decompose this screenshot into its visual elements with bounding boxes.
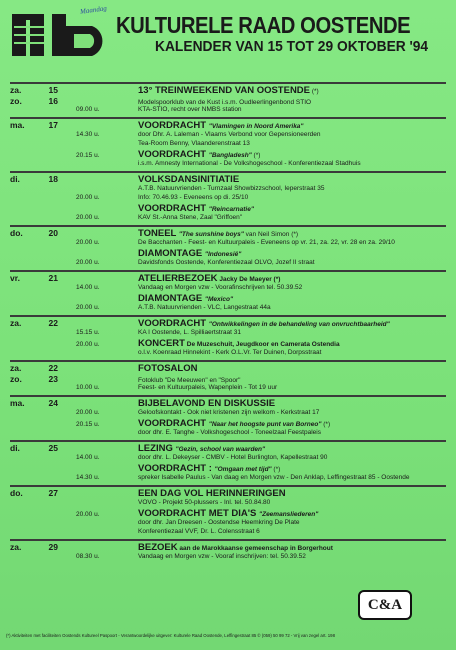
event-line bbox=[10, 259, 446, 268]
event-text bbox=[138, 508, 446, 519]
event-date: 16 bbox=[48, 96, 58, 106]
event-time: 20.15 u. bbox=[76, 152, 100, 159]
event-time: 20.15 u. bbox=[76, 421, 100, 428]
event-text bbox=[138, 293, 446, 304]
event-main-text: door dhr. Jan Dreesen - Oostendse Heemkring De Plate bbox=[138, 519, 300, 526]
event-line bbox=[10, 149, 446, 160]
event-line bbox=[10, 106, 446, 115]
event-note: (*) bbox=[271, 466, 281, 473]
event-time: 15.15 u. bbox=[76, 329, 100, 336]
event-subtitle: "Reincarnatie" bbox=[208, 206, 254, 213]
event-text bbox=[138, 384, 446, 391]
event-text bbox=[138, 174, 446, 185]
event-subtitle: "Omgaan met tijd" bbox=[214, 466, 272, 473]
event-subtitle: "Bangladesh" bbox=[208, 152, 252, 159]
event-time: 20.00 u. bbox=[76, 214, 100, 221]
event-main-text: Geloofskontakt - Ook niet kristenen zijn welkom - Kerkstraat 17 bbox=[138, 409, 320, 416]
event-text bbox=[138, 398, 446, 409]
event-line bbox=[10, 542, 446, 553]
event-line bbox=[10, 96, 446, 106]
event-list bbox=[10, 82, 446, 564]
event-date: 20 bbox=[48, 228, 58, 238]
event-line bbox=[10, 474, 446, 483]
event-line bbox=[10, 273, 446, 284]
event-line bbox=[10, 140, 446, 149]
event-text bbox=[138, 499, 446, 506]
event-main-text: A.T.B. Natuurvrienden - Turnzaal Showbizzschool, Ieperstraat 35 bbox=[138, 185, 325, 192]
event-line bbox=[10, 185, 446, 194]
event-time: 10.00 u. bbox=[76, 384, 100, 391]
event-line bbox=[10, 418, 446, 429]
event-main-text: VOORDRACHT bbox=[138, 418, 207, 429]
event-block bbox=[10, 539, 446, 564]
event-main-text: EEN DAG VOL HERINNERINGEN bbox=[138, 488, 286, 499]
event-day: vr. bbox=[10, 273, 20, 283]
event-main-text: door Dhr. A. Laleman - Vlaams Verbond voor Gepensioneerden bbox=[138, 131, 321, 138]
event-day: zo. bbox=[10, 374, 22, 384]
event-text bbox=[138, 228, 446, 239]
event-line bbox=[10, 488, 446, 499]
calendar-year: '94 bbox=[409, 38, 429, 55]
event-main-text: DIAMONTAGE bbox=[138, 248, 203, 259]
event-text bbox=[138, 553, 446, 560]
event-date: 29 bbox=[48, 542, 58, 552]
event-day: ma. bbox=[10, 398, 25, 408]
event-line bbox=[10, 409, 446, 418]
event-line bbox=[10, 120, 446, 131]
event-text bbox=[138, 140, 446, 147]
event-text bbox=[138, 185, 446, 192]
event-line bbox=[10, 194, 446, 203]
event-main-text: KAV St.-Anna Stene, Zaal "Griffoen" bbox=[138, 214, 243, 221]
event-text bbox=[138, 429, 446, 436]
event-main-text: o.l.v. Koenraad Hinnekint - Kerk O.L.Vr. Ter Duinen, Dorpsstraat bbox=[138, 349, 322, 356]
event-main-text: Davidsfonds Oostende, Konferentiezaal OLVO, Jozef II straat bbox=[138, 259, 315, 266]
event-day: za. bbox=[10, 363, 22, 373]
event-block bbox=[10, 315, 446, 360]
event-block bbox=[10, 171, 446, 225]
event-day: do. bbox=[10, 228, 23, 238]
event-subtitle: "Ontwikkelingen in de behandeling van onvruchtbaarheid" bbox=[208, 321, 390, 328]
event-main-text: De Bacchanten - Feest- en Kultuurpaleis - Eveneens op vr. 21, za. 22, vr. 28 en za. 29/10 bbox=[138, 239, 395, 246]
event-line bbox=[10, 239, 446, 248]
event-date: 17 bbox=[48, 120, 58, 130]
event-text bbox=[138, 248, 446, 259]
event-date: 15 bbox=[48, 85, 58, 95]
page-title: KULTURELE RAAD OOSTENDE bbox=[116, 12, 411, 38]
event-text bbox=[138, 519, 446, 526]
event-block bbox=[10, 440, 446, 485]
event-line bbox=[10, 349, 446, 358]
event-main-text: BIJBELAVOND EN DISKUSSIE bbox=[138, 398, 276, 409]
event-main-text: KTA-STIO, recht over NMBS station bbox=[138, 106, 242, 113]
event-text bbox=[138, 338, 446, 349]
event-main-text: 13° TREINWEEKEND VAN OOSTENDE bbox=[138, 85, 311, 96]
footnote: (*) Aktiviteiten met faciliteiten Oostends Kultureel Paspoort - Verantwoordelijke uitgever: Kulturele Raad Oostende, Leffingestraat 85 © (059) 50 99 72 - Vrij van zegel art. 198 bbox=[6, 633, 335, 638]
event-main-text: VOORDRACHT bbox=[138, 318, 207, 329]
event-text bbox=[138, 284, 446, 291]
event-line bbox=[10, 384, 446, 393]
event-text bbox=[138, 409, 446, 416]
event-detail: aan de Marokkaanse gemeenschap in Borgerhout bbox=[177, 545, 333, 552]
event-time: 09.00 u. bbox=[76, 106, 100, 113]
event-day: di. bbox=[10, 174, 20, 184]
event-main-text: spreker Isabelle Paulus - Van daag en Morgen vzw - Den Anklap, Leffingestraat 85 - Oostende bbox=[138, 474, 410, 481]
event-text bbox=[138, 259, 446, 266]
event-text bbox=[138, 418, 446, 429]
event-note: van Neil Simon (*) bbox=[243, 231, 299, 238]
event-day: za. bbox=[10, 85, 22, 95]
event-text bbox=[138, 106, 446, 113]
event-time: 08.30 u. bbox=[76, 553, 100, 560]
event-line bbox=[10, 443, 446, 454]
event-main-text: Tea-Room Benny, Vlaanderenstraat 13 bbox=[138, 140, 250, 147]
event-text bbox=[138, 488, 446, 499]
event-line bbox=[10, 228, 446, 239]
event-line bbox=[10, 293, 446, 304]
event-day: do. bbox=[10, 488, 23, 498]
event-main-text: VOORDRACHT : bbox=[138, 463, 212, 474]
event-main-text: ATELIERBEZOEK bbox=[138, 273, 218, 284]
ca-sponsor-logo bbox=[358, 590, 412, 620]
event-text bbox=[138, 454, 446, 461]
event-time: 20.00 u. bbox=[76, 409, 100, 416]
event-subtitle: "Mexico" bbox=[204, 296, 234, 303]
event-line bbox=[10, 374, 446, 384]
event-block bbox=[10, 270, 446, 315]
event-subtitle: "Zeemansliederen" bbox=[259, 511, 319, 518]
event-text bbox=[138, 474, 446, 481]
event-line bbox=[10, 284, 446, 293]
event-text bbox=[138, 443, 446, 454]
event-line bbox=[10, 499, 446, 508]
handwritten-stamp: Maandag bbox=[79, 4, 108, 16]
event-marker: (*) bbox=[251, 152, 261, 159]
event-text bbox=[138, 329, 446, 336]
event-line bbox=[10, 454, 446, 463]
event-line bbox=[10, 329, 446, 338]
event-text bbox=[138, 203, 446, 214]
event-main-text: VOORDRACHT bbox=[138, 120, 207, 131]
event-main-text: FOTOSALON bbox=[138, 363, 198, 374]
event-day: za. bbox=[10, 542, 22, 552]
event-text bbox=[138, 85, 446, 96]
event-main-text: KA I Oostende, L. Spilliaertstraat 31 bbox=[138, 329, 241, 336]
event-subtitle: "Vlamingen in Noord Amerika" bbox=[208, 123, 304, 130]
event-text bbox=[138, 349, 446, 356]
event-text bbox=[138, 239, 446, 246]
event-main-text: KONCERT bbox=[138, 338, 185, 349]
event-detail: De Muzeschuit, Jeugdkoor en Camerata Ostendia bbox=[184, 341, 340, 348]
event-date: 27 bbox=[48, 488, 58, 498]
event-main-text: VOVO - Projekt 50-plussers - Inl. tel. 50.84.80 bbox=[138, 499, 271, 506]
event-main-text: VOORDRACHT MET DIA'S bbox=[138, 508, 257, 519]
event-marker: (*) bbox=[310, 88, 319, 95]
event-date: 25 bbox=[48, 443, 58, 453]
event-main-text: TONEEL bbox=[138, 228, 177, 239]
event-main-text: Modelspoorklub van de Kust i.s.m. Oudleerlingenbond STIO bbox=[138, 99, 312, 106]
event-line bbox=[10, 248, 446, 259]
event-line bbox=[10, 160, 446, 169]
event-time: 20.00 u. bbox=[76, 259, 100, 266]
event-main-text: Fotoklub "De Meeuwen" en "Spoor" bbox=[138, 377, 241, 384]
event-main-text: VOLKSDANSINITIATIE bbox=[138, 174, 240, 185]
event-line bbox=[10, 131, 446, 140]
event-time: 20.00 u. bbox=[76, 511, 100, 518]
event-day: zo. bbox=[10, 96, 22, 106]
event-time: 20.00 u. bbox=[76, 304, 100, 311]
event-line bbox=[10, 85, 446, 96]
event-date: 22 bbox=[48, 363, 58, 373]
event-line bbox=[10, 363, 446, 374]
event-main-text: VOORDRACHT bbox=[138, 149, 207, 160]
event-subtitle: "Indonesië" bbox=[204, 251, 242, 258]
event-text bbox=[138, 131, 446, 138]
event-date: 21 bbox=[48, 273, 58, 283]
event-main-text: i.s.m. Amnesty International - De Volkshogeschool - Konferentiezaal Stadhuis bbox=[138, 160, 361, 167]
event-line bbox=[10, 463, 446, 474]
event-text bbox=[138, 214, 446, 221]
event-main-text: door dhr. E. Tanghe - Volkshogeschool - Toneelzaal Feestpaleis bbox=[138, 429, 321, 436]
event-text bbox=[138, 528, 446, 535]
event-block bbox=[10, 485, 446, 539]
event-line bbox=[10, 318, 446, 329]
event-text bbox=[138, 120, 446, 131]
event-text bbox=[138, 99, 446, 106]
event-main-text: Info: 70.46.93 - Eveneens op di. 25/10 bbox=[138, 194, 249, 201]
event-detail: Jacky De Maeyer (*) bbox=[217, 276, 281, 283]
event-text bbox=[138, 160, 446, 167]
event-line bbox=[10, 398, 446, 409]
event-main-text: A.T.B. Natuurvrienden - VLC, Langestraat 44a bbox=[138, 304, 271, 311]
event-line bbox=[10, 528, 446, 537]
event-day: di. bbox=[10, 443, 20, 453]
event-subtitle: "Naar het hoogste punt van Borneo" bbox=[208, 421, 322, 428]
event-date: 22 bbox=[48, 318, 58, 328]
event-line bbox=[10, 429, 446, 438]
event-text bbox=[138, 194, 446, 201]
event-block bbox=[10, 117, 446, 171]
event-text bbox=[138, 318, 446, 329]
event-text bbox=[138, 463, 446, 474]
event-main-text: BEZOEK bbox=[138, 542, 178, 553]
event-line bbox=[10, 508, 446, 519]
event-date: 23 bbox=[48, 374, 58, 384]
sponsor-logo-text: C&A bbox=[367, 596, 403, 613]
event-date: 24 bbox=[48, 398, 58, 408]
event-main-text: door dhr. L. Dekeyser - CMBV - Hotel Burlington, Kapellestraat 90 bbox=[138, 454, 328, 461]
event-time: 14.00 u. bbox=[76, 454, 100, 461]
event-line bbox=[10, 203, 446, 214]
calendar-period: KALENDER VAN 15 TOT 29 OKTOBER bbox=[155, 38, 406, 55]
event-time: 20.00 u. bbox=[76, 341, 100, 348]
event-main-text: Vandaag en Morgen vzw - Vooraf inschrijven: tel. 50.39.52 bbox=[138, 553, 306, 560]
event-time: 14.30 u. bbox=[76, 131, 100, 138]
event-main-text: Vandaag en Morgen vzw - Voorafinschrijven tel. 50.39.52 bbox=[138, 284, 303, 291]
event-note: (*) bbox=[321, 421, 331, 428]
event-line bbox=[10, 338, 446, 349]
event-line bbox=[10, 174, 446, 185]
event-main-text: LEZING bbox=[138, 443, 173, 454]
event-text bbox=[138, 149, 446, 160]
event-text bbox=[138, 542, 446, 553]
event-line bbox=[10, 214, 446, 223]
event-subtitle: "The sunshine boys" bbox=[178, 231, 244, 238]
event-main-text: VOORDRACHT bbox=[138, 203, 207, 214]
event-time: 14.30 u. bbox=[76, 474, 100, 481]
event-time: 20.00 u. bbox=[76, 239, 100, 246]
event-day: ma. bbox=[10, 120, 25, 130]
event-text bbox=[138, 304, 446, 311]
event-subtitle: "Gezin, school van waarden" bbox=[175, 446, 266, 453]
event-block bbox=[10, 82, 446, 117]
event-line bbox=[10, 304, 446, 313]
event-text bbox=[138, 377, 446, 384]
event-block bbox=[10, 225, 446, 270]
event-main-text: Konferentiezaal VVF, Dr. L. Colensstraat 6 bbox=[138, 528, 260, 535]
event-main-text: Feest- en Kultuurpaleis, Wapenplein - Tot 19 uur bbox=[138, 384, 278, 391]
event-text bbox=[138, 363, 446, 374]
event-block bbox=[10, 395, 446, 440]
event-line bbox=[10, 519, 446, 528]
event-date: 18 bbox=[48, 174, 58, 184]
kulturele-raad-logo-icon bbox=[12, 12, 112, 58]
event-text bbox=[138, 273, 446, 284]
event-block bbox=[10, 360, 446, 395]
calendar-subtitle bbox=[155, 38, 428, 55]
event-time: 14.00 u. bbox=[76, 284, 100, 291]
event-main-text: DIAMONTAGE bbox=[138, 293, 203, 304]
event-line bbox=[10, 553, 446, 562]
event-day: za. bbox=[10, 318, 22, 328]
event-time: 20.00 u. bbox=[76, 194, 100, 201]
